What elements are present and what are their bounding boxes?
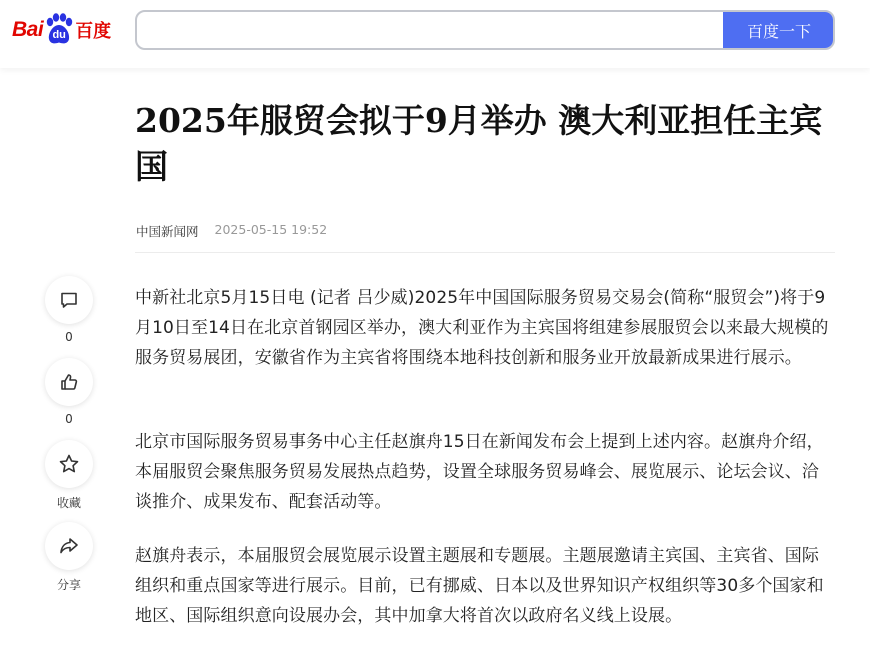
divider	[135, 252, 835, 253]
search-input[interactable]	[137, 12, 723, 48]
search-box	[135, 10, 835, 50]
comment-count: 0	[65, 330, 73, 344]
baidu-logo[interactable]	[12, 10, 122, 50]
like-button[interactable]	[45, 358, 93, 406]
logo-text-du: du	[52, 29, 66, 41]
article-paragraph: 赵旗舟表示，本届服贸会展览展示设置主题展和专题展。主题展邀请主宾国、主宾省、国际组织和重点国家等进行展示。目前，已有挪威、日本以及世界知识产权组织等30多个国家和地区、国际组织意向设展办会，其中加拿大将首次以政府名义线上设展。	[135, 546, 824, 626]
like-action[interactable]	[45, 358, 93, 426]
favorite-label: 收藏	[56, 496, 81, 510]
article-source[interactable]: 中国新闻网	[136, 224, 199, 239]
search-button[interactable]: 百度一下	[723, 10, 835, 50]
favorite-action[interactable]	[45, 440, 93, 511]
logo-text-bai: Bai	[12, 18, 44, 41]
logo-text-cn: 百度	[75, 21, 112, 42]
like-count: 0	[65, 412, 73, 426]
article-paragraph: 北京市国际服务贸易事务中心主任赵旗舟15日在新闻发布会上提到上述内容。赵旗舟介绍，本届服贸会聚焦服务贸易发展热点趋势，设置全球服务贸易峰会、展览展示、论坛会议、洽谈推介、成果发布、配套活动等。	[135, 432, 824, 512]
article-paragraph: 中新社北京5月15日电 (记者 吕少威)2025年中国国际服务贸易交易会(简称“服贸会”)将于9月10日至14日在北京首钢园区举办，澳大利亚作为主宾国将组建参展服贸会以来最大规模的服务贸易展团，安徽省作为主宾省将围绕本地科技创新和服务业开放最新成果进行展示。	[135, 288, 829, 368]
favorite-button[interactable]	[45, 440, 93, 488]
share-action[interactable]	[45, 522, 93, 593]
thumbs-up-icon	[59, 372, 79, 392]
share-label: 分享	[56, 578, 81, 592]
paw-icon	[44, 13, 74, 47]
comment-icon	[59, 290, 79, 310]
share-button[interactable]	[45, 522, 93, 570]
comment-action[interactable]	[45, 276, 93, 344]
star-icon	[58, 453, 80, 475]
article-time: 2025-05-15 19:52	[214, 222, 328, 237]
share-icon	[58, 535, 80, 557]
article-meta	[136, 222, 327, 240]
top-header	[0, 0, 870, 68]
article-title: 2025年服贸会拟于9月举办 澳大利亚担任主宾国	[135, 101, 823, 186]
comment-button[interactable]	[45, 276, 93, 324]
